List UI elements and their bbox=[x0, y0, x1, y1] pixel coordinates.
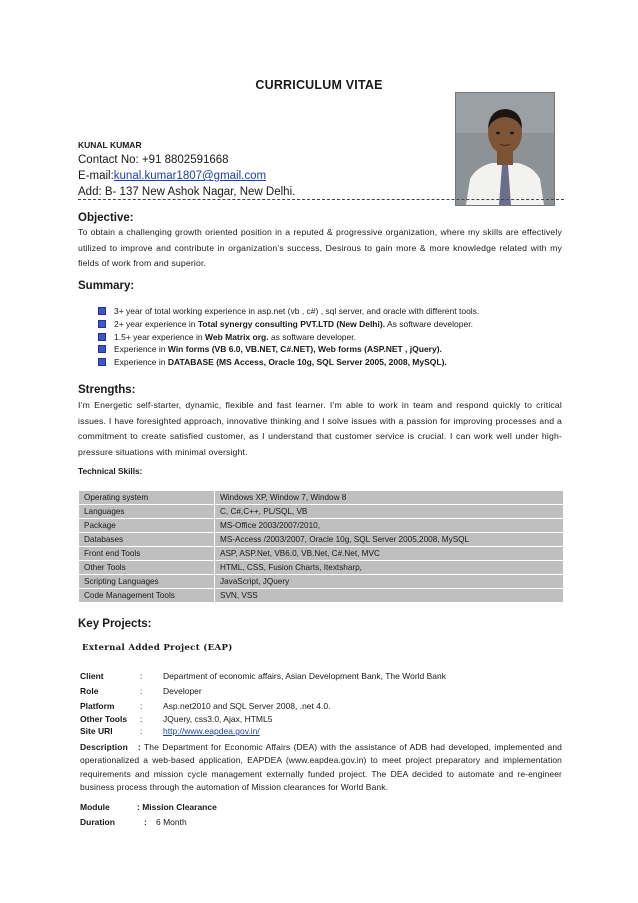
separator: : bbox=[140, 686, 143, 696]
client-value: Department of economic affairs, Asian Development Bank, The World Bank bbox=[163, 671, 447, 681]
contact-number: Contact No: +91 8802591668 bbox=[78, 154, 229, 166]
email-label: E-mail: bbox=[78, 170, 114, 182]
key-projects-heading: Key Projects: bbox=[78, 618, 152, 630]
other-tools-label: Other Tools bbox=[80, 714, 128, 724]
project-duration-row bbox=[80, 817, 187, 827]
site-label: Site URl bbox=[80, 726, 113, 736]
project-platform-row bbox=[80, 701, 330, 711]
duration-value: 6 Month bbox=[156, 817, 187, 827]
skill-category: Operating system bbox=[79, 491, 215, 505]
summary-heading: Summary: bbox=[78, 280, 135, 292]
header-divider bbox=[78, 199, 564, 200]
table-row bbox=[79, 561, 564, 575]
project-role-row bbox=[80, 686, 202, 696]
technical-skills-table bbox=[78, 490, 564, 603]
project-site-row bbox=[80, 726, 260, 736]
table-row bbox=[79, 505, 564, 519]
skill-category: Languages bbox=[79, 505, 215, 519]
module-value: : Mission Clearance bbox=[137, 802, 217, 812]
address-line: Add: B- 137 New Ashok Nagar, New Delhi. bbox=[78, 186, 296, 198]
strengths-heading: Strengths: bbox=[78, 384, 136, 396]
skill-category: Scripting Languages bbox=[79, 575, 215, 589]
bullet-square-icon bbox=[98, 320, 106, 328]
document-title: CURRICULUM VITAE bbox=[255, 78, 383, 92]
project-client-row bbox=[80, 671, 446, 681]
skill-value: Windows XP, Window 7, Window 8 bbox=[215, 491, 564, 505]
skill-category: Front end Tools bbox=[79, 547, 215, 561]
summary-item: 2+ year experience in Total synergy consulting PVT.LTD (New Delhi). As software developer. bbox=[98, 318, 479, 331]
summary-item: 1.5+ year experience in Web Matrix org. as software developer. bbox=[98, 331, 479, 344]
skill-value: MS-Office 2003/2007/2010, bbox=[215, 519, 564, 533]
project-module-row bbox=[80, 802, 217, 812]
skill-value: C, C#,C++, PL/SQL, VB bbox=[215, 505, 564, 519]
separator: : bbox=[144, 817, 147, 827]
separator: : bbox=[140, 701, 143, 711]
skill-value: JavaScript, JQuery bbox=[215, 575, 564, 589]
table-row bbox=[79, 519, 564, 533]
candidate-name: KUNAL KUMAR bbox=[78, 140, 142, 150]
summary-item: Experience in Win forms (VB 6.0, VB.NET, C#.NET), Web forms (ASP.NET , jQuery). bbox=[98, 343, 479, 356]
role-label: Role bbox=[80, 686, 99, 696]
separator: : bbox=[140, 714, 143, 724]
bullet-square-icon bbox=[98, 333, 106, 341]
other-tools-value: JQuery, css3.0, Ajax, HTML5 bbox=[163, 714, 273, 724]
email-link[interactable]: kunal.kumar1807@gmail.com bbox=[113, 170, 267, 182]
bullet-square-icon bbox=[98, 345, 106, 353]
table-row bbox=[79, 589, 564, 603]
platform-label: Platform bbox=[80, 701, 115, 711]
skill-value: ASP, ASP.Net, VB6.0, VB.Net, C#.Net, MVC bbox=[215, 547, 564, 561]
skill-value: MS-Access /2003/2007, Oracle 10g, SQL Server 2005,2008, MySQL bbox=[215, 533, 564, 547]
summary-list bbox=[98, 305, 479, 369]
technical-skills-label: Technical Skills: bbox=[78, 466, 143, 476]
skill-value: HTML, CSS, Fusion Charts, Itextsharp, bbox=[215, 561, 564, 575]
client-label: Client bbox=[80, 671, 104, 681]
separator: : bbox=[140, 726, 143, 736]
platform-value: Asp.net2010 and SQL Server 2008, .net 4.0. bbox=[163, 701, 331, 711]
table-row bbox=[79, 533, 564, 547]
table-row bbox=[79, 491, 564, 505]
bullet-square-icon bbox=[98, 307, 106, 315]
strengths-text: I’m Energetic self-starter, dynamic, flexible and fast learner. I’m able to work in team and respond quickly to critical issues. I have foresighted approach, innovative thinking and I solve issues with a passion for improving processes and a commitment to create satisfied customer, as I understand that customer service is crucial. I can work well under high-pressure situations with minimal oversight. bbox=[78, 400, 562, 457]
objective-text: To obtain a challenging growth oriented position in a reputed & progressive organization, where my skills are effectively utilized to improve and contribute in organization’s success, Desirous to gain more & more knowledge related with my fields of work from and superior. bbox=[78, 227, 562, 269]
objective-heading: Objective: bbox=[78, 212, 134, 224]
description-text: The Department for Economic Affairs (DEA) with the assistance of ADB had developed, implemented and operationalized a web-based application, EAPDEA (www.eapdea.gov.in) to meet project preparatory and implementation requirements and mission cycle management externally funded project. The DEA decided to automate and re-engineer business process through the automation of Mission clearances for World Bank. bbox=[80, 742, 562, 793]
project-description: Description : The Department for Economic Affairs (DEA) with the assistance of ADB had developed, implemented and operationalized a web-based application, EAPDEA (www.eapdea.gov.in) to meet project preparatory and implementation requirements and mission cycle management externally funded project. The DEA decided to automate and re-engineer business process through the automation of Mission clearances for World Bank. bbox=[80, 742, 562, 793]
skill-category: Code Management Tools bbox=[79, 589, 215, 603]
table-row bbox=[79, 575, 564, 589]
module-label: Module bbox=[80, 802, 110, 812]
skill-category: Package bbox=[79, 519, 215, 533]
profile-photo bbox=[455, 92, 555, 206]
summary-item: 3+ year of total working experience in asp.net (vb , c#) , sql server, and oracle with different tools. bbox=[98, 305, 479, 318]
skill-category: Other Tools bbox=[79, 561, 215, 575]
duration-label: Duration bbox=[80, 817, 115, 827]
summary-item: Experience in DATABASE (MS Access, Oracle 10g, SQL Server 2005, 2008, MySQL). bbox=[98, 356, 479, 369]
skill-category: Databases bbox=[79, 533, 215, 547]
skill-value: SVN, VSS bbox=[215, 589, 564, 603]
role-value: Developer bbox=[163, 686, 202, 696]
project-other-tools-row bbox=[80, 714, 272, 724]
bullet-square-icon bbox=[98, 358, 106, 366]
description-label: Description bbox=[80, 742, 128, 752]
project-title: External Added Project (EAP) bbox=[82, 643, 233, 653]
email-line bbox=[78, 170, 266, 182]
site-link[interactable]: http://www.eapdea.gov.in/ bbox=[163, 726, 260, 736]
separator: : bbox=[140, 671, 143, 681]
table-row bbox=[79, 547, 564, 561]
